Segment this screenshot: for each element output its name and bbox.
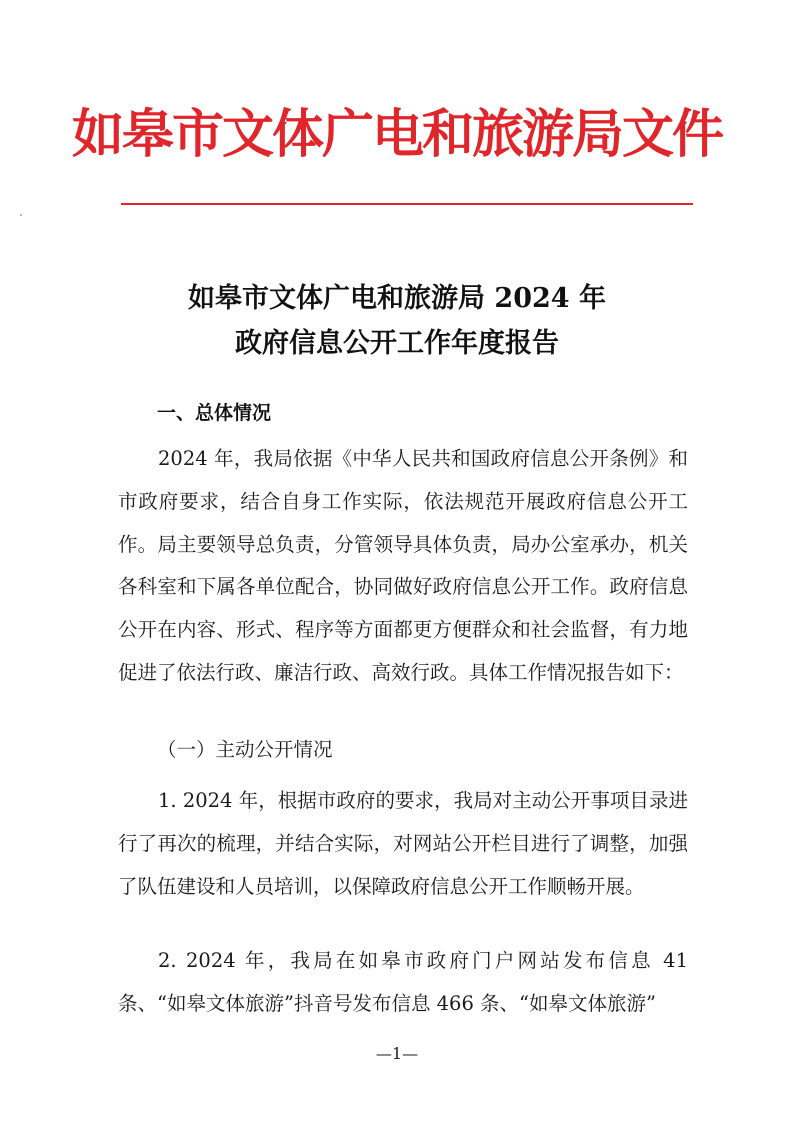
page-number: —1—	[375, 1044, 419, 1063]
masthead-red-rule	[121, 203, 693, 205]
scan-speck	[20, 214, 22, 216]
document-masthead: 如皋市文体广电和旅游局文件	[71, 104, 722, 165]
proactive-disclosure-item-2: 2. 2024 年，我局在如皋市政府门户网站发布信息 41 条、“如皋文体旅游”抖音号发布信息 466 条、“如皋文体旅游”	[118, 949, 688, 1015]
report-title-line-1: 如皋市文体广电和旅游局 2024 年	[188, 283, 606, 314]
section-heading-overview: 一、总体情况	[157, 402, 272, 424]
overview-paragraph: 2024 年，我局依据《中华人民共和国政府信息公开条例》和市政府要求，结合自身工作实际，依法规范开展政府信息公开工作。局主要领导总负责，分管领导具体负责，局办公室承办，机关各科室和下属各单位配合，协同做好政府信息公开工作。政府信息公开在内容、形式、程序等方面都更方便群众和社会监督，有力地促进了依法行政、廉洁行政、高效行政。具体工作情况报告如下：	[118, 447, 688, 684]
proactive-disclosure-item-1: 1. 2024 年，根据市政府的要求，我局对主动公开事项目录进行了再次的梳理，并结合实际，对网站公开栏目进行了调整，加强了队伍建设和人员培训，以保障政府信息公开工作顺畅开展。	[118, 789, 688, 898]
report-title-line-2: 政府信息公开工作年度报告	[235, 328, 559, 359]
subsection-heading-proactive-disclosure: （一）主动公开情况	[157, 738, 333, 761]
